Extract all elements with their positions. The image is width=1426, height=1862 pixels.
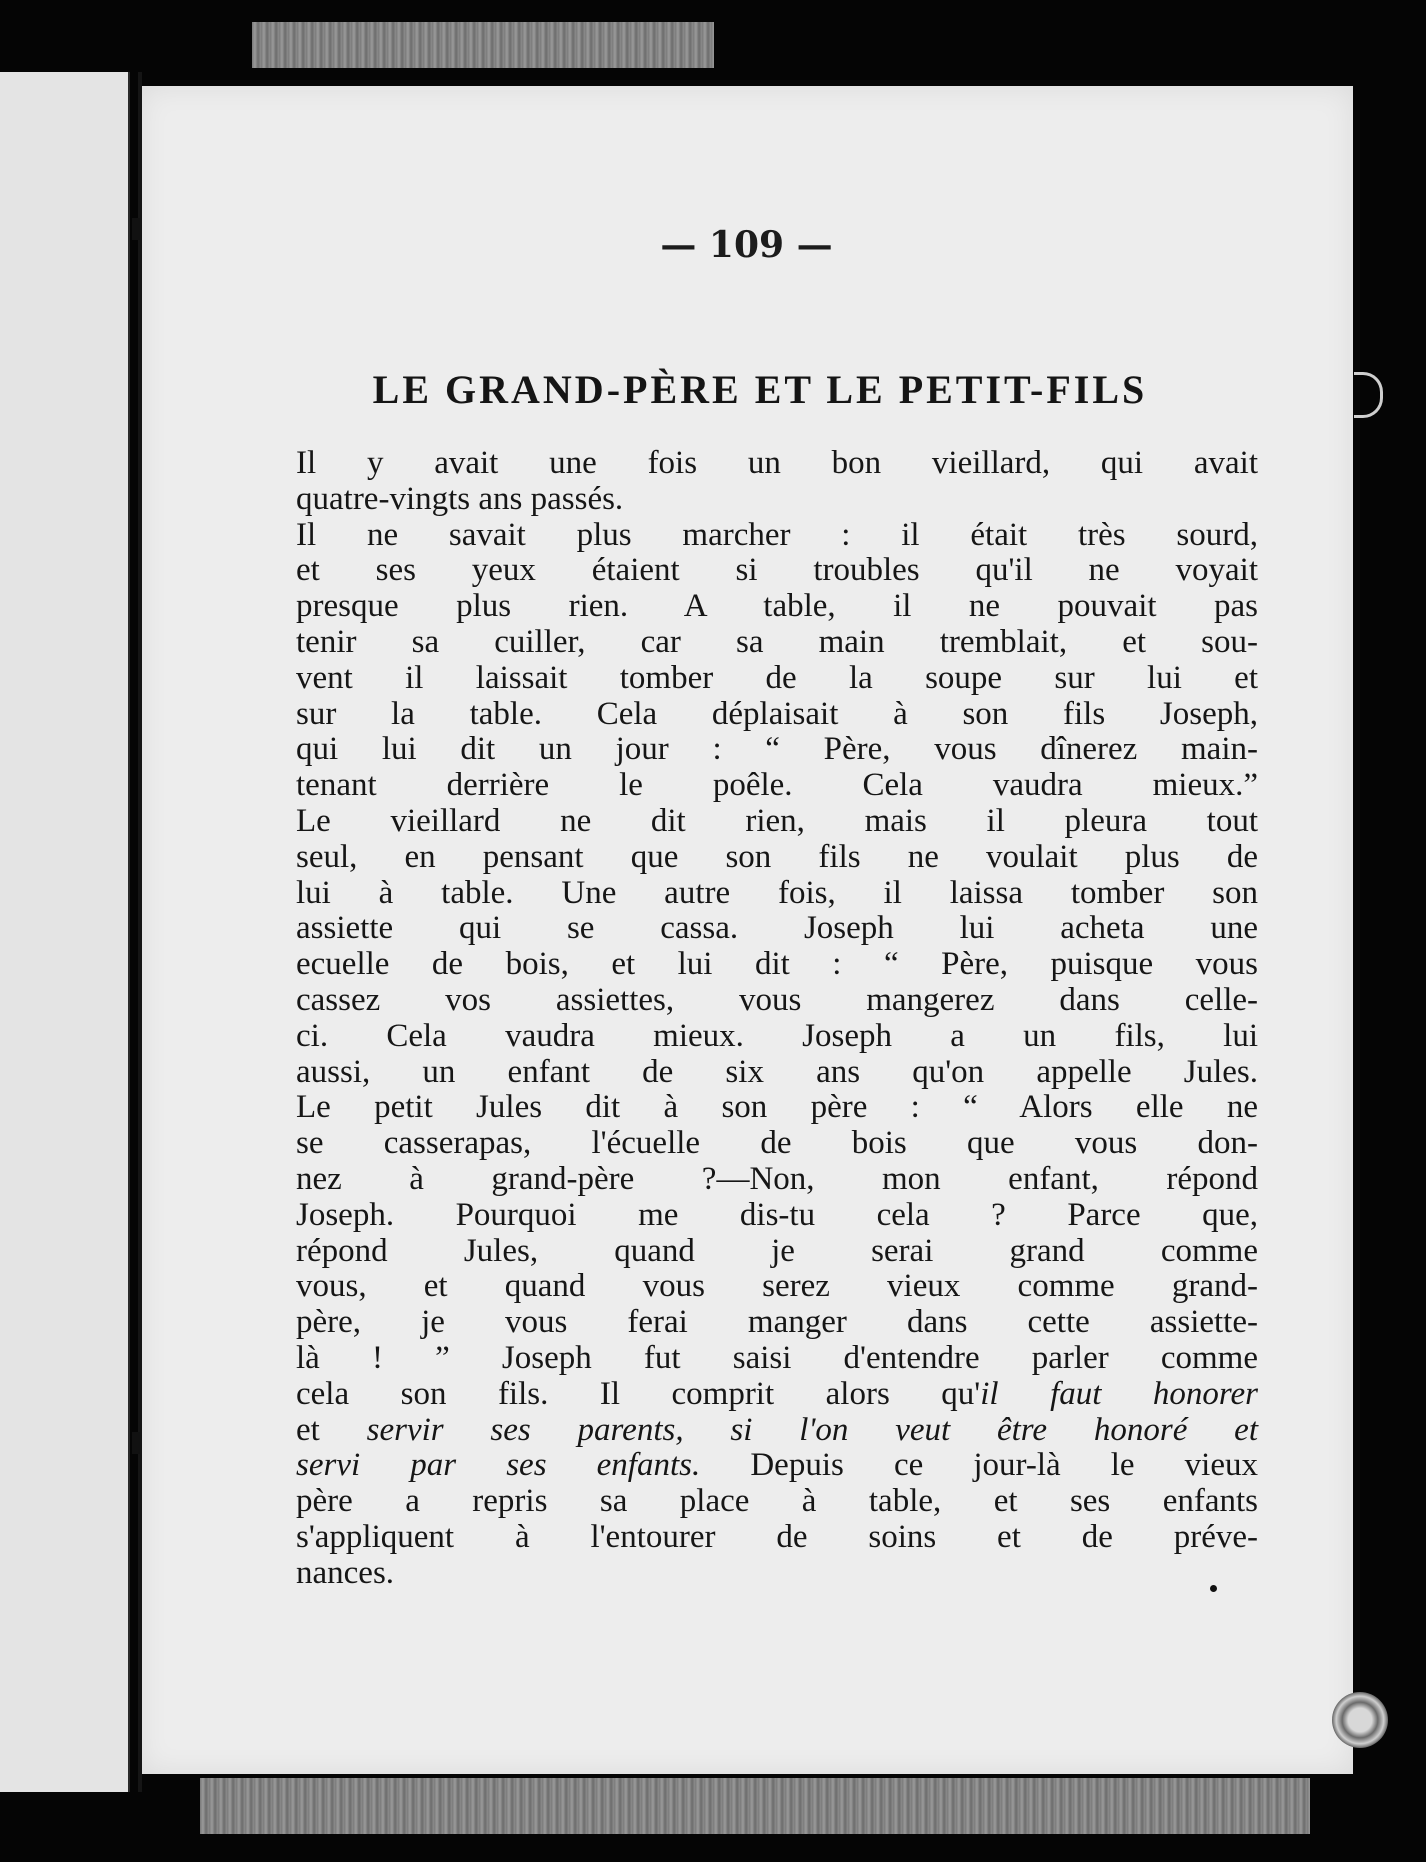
page-edge-mark	[1354, 372, 1383, 418]
text-line: vous, et quand vous serez vieux comme grand-	[296, 1268, 1258, 1305]
page-number: — 109 —	[660, 224, 833, 266]
italic-run: servi par ses enfants.	[296, 1447, 701, 1484]
spine-mark	[132, 1432, 140, 1454]
text-line: tenant derrière le poêle. Cela vaudra mieux.”	[296, 767, 1258, 804]
text-line: ecuelle de bois, et lui dit : “ Père, puisque vous	[296, 946, 1258, 983]
italic-run: il faut honorer	[980, 1375, 1259, 1412]
text-line: s'appliquent à l'entourer de soins et de préve-	[296, 1518, 1258, 1555]
text-line: qui lui dit un jour : “ Père, vous dînerez main-	[296, 731, 1258, 768]
text-line-mixed	[258, 1377, 1258, 1413]
paragraph-1	[258, 446, 1258, 518]
text-line: répond Jules, quand je serai grand comme	[296, 1232, 1258, 1269]
text-line: vent il laissait tomber de la soupe sur lui et	[296, 659, 1258, 696]
text-line: Le vieillard ne dit rien, mais il pleura tout	[296, 802, 1258, 839]
text-line: Il y avait une fois un bon vieillard, qui avait	[296, 445, 1258, 481]
text-line: Il ne savait plus marcher : il était très sourd,	[296, 516, 1258, 553]
text-line: lui à table. Une autre fois, il laissa tomber son	[296, 874, 1258, 911]
spine-mark	[132, 218, 140, 240]
text-line: père a repris sa place à table, et ses enfants	[296, 1483, 1258, 1520]
text-line: se casserapas, l'écuelle de bois que vous don-	[296, 1125, 1258, 1162]
text-line: Joseph. Pourquoi me dis-tu cela ? Parce que,	[296, 1196, 1258, 1233]
text-line: père, je vous ferai manger dans cette assiette-	[296, 1304, 1258, 1341]
text-line: quatre-vingts ans passés.	[296, 480, 624, 517]
text-line: Le petit Jules dit à son père : “ Alors elle ne	[296, 1089, 1258, 1126]
text-line: sur la table. Cela déplaisait à son fils Joseph,	[296, 695, 1258, 732]
paragraph-4	[258, 1090, 1258, 1591]
paragraph-2	[258, 518, 1258, 804]
text-run: cela son fils. Il comprit alors qu'	[296, 1375, 981, 1412]
text-line-mixed	[258, 1448, 1258, 1484]
ink-dot	[1210, 1585, 1217, 1592]
film-edge-bottom	[200, 1778, 1310, 1834]
text-run: et	[296, 1411, 367, 1448]
text-line: nez à grand-père ?—Non, mon enfant, répond	[296, 1160, 1258, 1197]
text-line: ci. Cela vaudra mieux. Joseph a un fils, lui	[296, 1017, 1258, 1054]
film-edge-top	[252, 22, 714, 68]
book-page	[140, 86, 1353, 1774]
text-run: Depuis ce jour-là le vieux	[700, 1447, 1258, 1484]
text-line: presque plus rien. A table, il ne pouvait pas	[296, 588, 1258, 625]
text-line: seul, en pensant que son fils ne voulait plus de	[296, 838, 1258, 875]
circular-stamp	[1332, 1692, 1388, 1748]
text-line: assiette qui se cassa. Joseph lui acheta une	[296, 910, 1258, 947]
left-facing-page-edge	[0, 72, 130, 1792]
paragraph-3	[258, 804, 1258, 1090]
page-spine-line	[138, 72, 142, 1792]
text-line-mixed	[258, 1413, 1258, 1449]
story-body	[258, 446, 1258, 1592]
story-title: LE GRAND-PÈRE ET LE PETIT-FILS	[372, 367, 1148, 412]
text-line: aussi, un enfant de six ans qu'on appelle Jules.	[296, 1053, 1258, 1090]
text-line: et ses yeux étaient si troubles qu'il ne voyait	[296, 552, 1258, 589]
text-line: là ! ” Joseph fut saisi d'entendre parler comme	[296, 1339, 1258, 1376]
text-line: nances.	[296, 1554, 395, 1591]
text-line: cassez vos assiettes, vous mangerez dans celle-	[296, 981, 1258, 1018]
italic-run: servir ses parents, si l'on veut être honoré et	[366, 1411, 1258, 1448]
text-line: tenir sa cuiller, car sa main tremblait, et sou-	[296, 623, 1258, 660]
